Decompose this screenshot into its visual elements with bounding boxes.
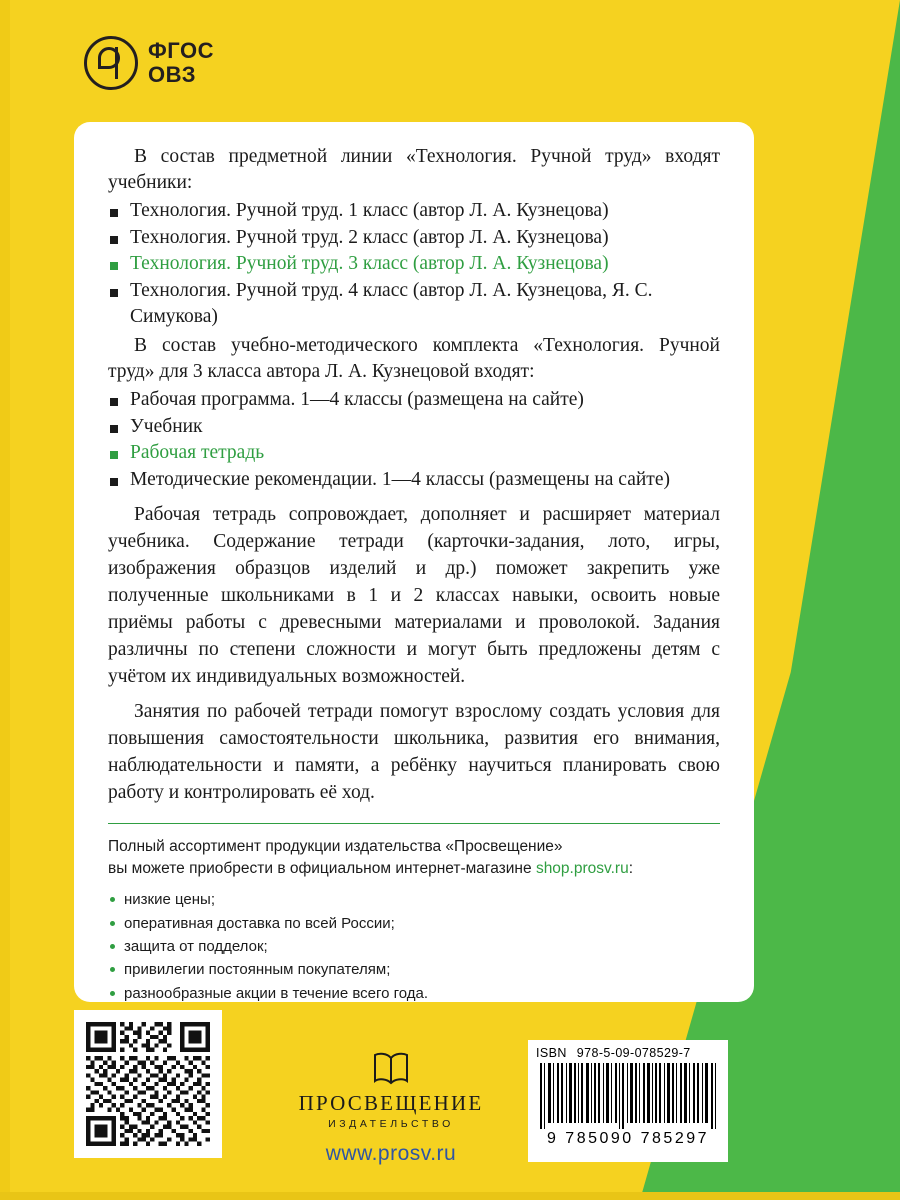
list-item: разнообразные акции в течение всего года. (108, 982, 720, 1005)
prosveshchenie-book-icon (371, 1050, 411, 1086)
fgos-label (148, 39, 214, 87)
kit-list (108, 387, 720, 493)
list-item: Технология. Ручной труд. 3 класс (автор Л. А. Кузнецова) (108, 251, 720, 278)
content-card (74, 122, 754, 1002)
description-paragraph-2: Занятия по рабочей тетради помогут взрослому создать условия для повышения самостоятельности школьника, развития его внимания, наблюдательности и памяти, а ребёнку научиться планировать свою работу и контролировать её ход. (108, 701, 720, 804)
isbn-label: ISBN (536, 1046, 567, 1060)
list-item: защита от подделок; (108, 935, 720, 958)
list-item: Технология. Ручной труд. 2 класс (автор Л. А. Кузнецова) (108, 225, 720, 252)
isbn-number: 978-5-09-078529-7 (576, 1046, 691, 1060)
list-item: Технология. Ручной труд. 1 класс (автор Л. А. Кузнецова) (108, 198, 720, 225)
fgos-label-line2: ОВЗ (148, 62, 196, 87)
promo-benefits-list (108, 888, 720, 1005)
description-paragraph-1: Рабочая тетрадь сопровождает, дополняет и расширяет материал учебника. Содержание тетради (карточки-задания, лото, игры, изображения образцов изделий и др.) поможет закрепить уже полученные школьниками в 1 и 2 классах навыки, освоить новые приёмы работы с древесными материалами и проволокой. Задания различны по степени сложности и могут быть предложены детям с учётом их индивидуальных возможностей. (108, 504, 720, 687)
promo-line-2-prefix: вы можете приобрести в официальном интернет-магазине (108, 860, 536, 878)
shop-link[interactable]: shop.prosv.ru (535, 860, 629, 878)
list-item: низкие цены; (108, 888, 720, 911)
qr-code-icon[interactable] (86, 1022, 210, 1146)
publisher-block (276, 1050, 506, 1166)
intro-textbooks-paragraph: В состав предметной линии «Технология. Ручной труд» входят учебники: (108, 146, 720, 194)
list-item: оперативная доставка по всей России; (108, 912, 720, 935)
list-item: привилегии постоянным покупателям; (108, 958, 720, 981)
publisher-url[interactable]: www.prosv.ru (325, 1142, 457, 1165)
qr-code-container (74, 1010, 222, 1158)
promo-line-2-suffix: : (628, 860, 634, 878)
divider (108, 823, 720, 824)
list-item: Технология. Ручной труд. 4 класс (автор Л. А. Кузнецова, Я. С. Симукова) (108, 278, 720, 331)
bottom-edge-strip (0, 1192, 900, 1200)
left-edge-strip (0, 0, 10, 1200)
fgos-label-line1: ФГОС (148, 38, 214, 64)
list-item: Рабочая программа. 1—4 классы (размещена на сайте) (108, 387, 720, 414)
ean13-barcode-icon (536, 1063, 720, 1129)
list-item: Методические рекомендации. 1—4 классы (размещены на сайте) (108, 467, 720, 494)
promo-line-1: Полный ассортимент продукции издательства «Просвещение» (108, 838, 563, 856)
fgos-circle-icon (84, 36, 138, 90)
textbook-list (108, 198, 720, 331)
list-item: Учебник (108, 414, 720, 441)
publisher-subtitle: ИЗДАТЕЛЬСТВО (328, 1118, 454, 1130)
fgos-badge (84, 36, 214, 90)
isbn-barcode-block (528, 1040, 728, 1162)
intro-kit-paragraph: В состав учебно-методического комплекта «Технология. Ручной труд» для 3 класса автора Л. А. Кузнецовой входят: (108, 334, 720, 382)
promo-line-2 (108, 858, 720, 880)
isbn-line (536, 1046, 720, 1060)
publisher-name: ПРОСВЕЩЕНИЕ (298, 1091, 484, 1115)
barcode-digits: 9 785090 785297 (546, 1130, 710, 1147)
list-item: Рабочая тетрадь (108, 440, 720, 467)
